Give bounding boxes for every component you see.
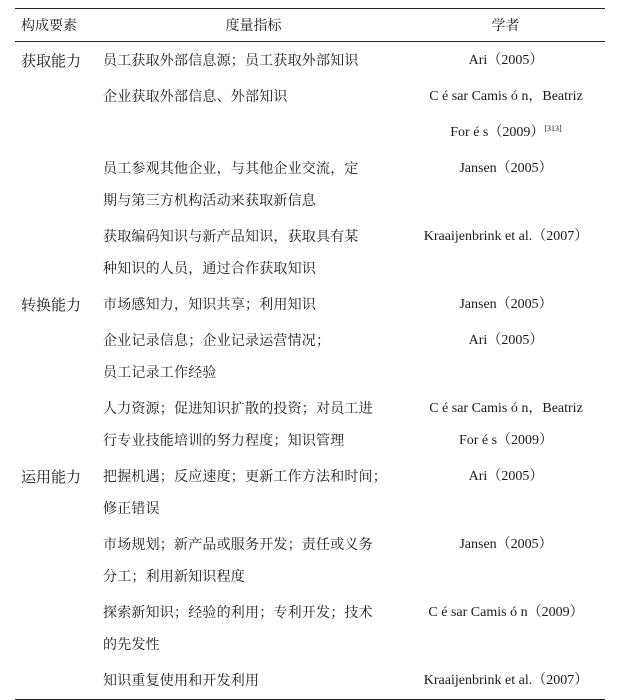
citation-ref: [313] (544, 124, 562, 133)
scholar-line (407, 221, 605, 253)
scholar-line (407, 425, 605, 457)
scholar-line (407, 289, 605, 321)
table-row (15, 597, 605, 661)
cell-indicator (95, 393, 407, 457)
cell-indicator (95, 665, 407, 697)
scholar-text: Ari（2005） (468, 469, 544, 484)
scholar-line (407, 529, 605, 561)
indicator-line: 获取编码知识与新产品知识，获取具有某 (103, 229, 359, 245)
indicator-line: 期与第三方机构活动来获取新信息 (103, 193, 316, 209)
cell-indicator (95, 597, 407, 661)
scholar-line (407, 153, 605, 185)
scholar-line (407, 665, 605, 697)
table-row (15, 393, 605, 457)
scholar-text: Jansen（2005） (459, 297, 553, 312)
indicator-line: 把握机遇；反应速度；更新工作方法和时间； (103, 469, 387, 485)
cell-indicator (95, 153, 407, 217)
cell-indicator (95, 81, 407, 113)
scholar-text: For é s（2009） (450, 125, 545, 140)
indicator-line: 的先发性 (103, 637, 160, 653)
scholar-text: C é sar Camis ó n，Beatriz (429, 401, 583, 416)
cell-scholar (407, 665, 605, 697)
indicator-line: 行专业技能培训的努力程度；知识管理 (103, 433, 345, 449)
scholar-line (407, 113, 605, 149)
scholar-text: Kraaijenbrink et al.（2007） (423, 229, 589, 244)
table-body (15, 42, 605, 699)
table-row (15, 665, 605, 697)
cell-scholar (407, 529, 605, 561)
table-row (15, 325, 605, 389)
cell-scholar (407, 45, 605, 77)
scholar-line (407, 461, 605, 493)
cell-component: 获取能力 (21, 52, 82, 70)
cell-scholar (407, 81, 605, 149)
table-row (15, 81, 605, 149)
indicator-line: 种知识的人员，通过合作获取知识 (103, 261, 316, 277)
cell-scholar (407, 289, 605, 321)
indicator-line: 员工获取外部信息源；员工获取外部知识 (103, 53, 359, 69)
cell-scholar (407, 461, 605, 493)
header-component: 构成要素 (21, 18, 77, 34)
table-row (15, 289, 605, 321)
table-row (15, 45, 605, 77)
cell-indicator (95, 529, 407, 593)
scholar-text: Kraaijenbrink et al.（2007） (423, 673, 589, 688)
cell-scholar (407, 393, 605, 457)
measurement-table (15, 8, 605, 700)
cell-scholar (407, 221, 605, 253)
table-header (15, 9, 605, 41)
indicator-line: 企业记录信息；企业记录运营情况； (103, 333, 331, 349)
cell-indicator (95, 289, 407, 321)
cell-indicator (95, 221, 407, 285)
scholar-line (407, 81, 605, 113)
table-row (15, 529, 605, 593)
cell-indicator (95, 45, 407, 77)
scholar-text: For é s（2009） (458, 433, 554, 448)
indicator-line: 市场规划；新产品或服务开发；责任或义务 (103, 537, 373, 553)
indicator-line: 知识重复使用和开发利用 (103, 673, 260, 689)
cell-scholar (407, 153, 605, 185)
scholar-line (407, 393, 605, 425)
scholar-text: Ari（2005） (468, 333, 544, 348)
indicator-line: 人力资源；促进知识扩散的投资；对员工进 (103, 401, 373, 417)
cell-component: 运用能力 (21, 468, 82, 486)
scholar-line (407, 45, 605, 77)
cell-indicator (95, 325, 407, 389)
header-scholar: 学者 (491, 18, 520, 34)
table-row (15, 153, 605, 217)
indicator-line: 修正错误 (103, 501, 160, 517)
scholar-text: C é sar Camis ó n（2009） (428, 605, 584, 620)
table-row (15, 461, 605, 525)
indicator-line: 员工参观其他企业，与其他企业交流，定 (103, 161, 359, 177)
cell-scholar (407, 325, 605, 357)
indicator-line: 探索新知识；经验的利用；专利开发；技术 (103, 605, 373, 621)
cell-component: 转换能力 (21, 296, 82, 314)
indicator-line: 市场感知力，知识共享；利用知识 (103, 297, 316, 313)
scholar-line (407, 597, 605, 629)
header-indicator: 度量指标 (225, 18, 282, 34)
table-row (15, 221, 605, 285)
indicator-line: 分工；利用新知识程度 (103, 569, 245, 585)
scholar-line (407, 325, 605, 357)
scholar-text: C é sar Camis ó n，Beatriz (429, 89, 583, 104)
scholar-text: Jansen（2005） (459, 161, 553, 176)
scholar-text: Jansen（2005） (459, 537, 553, 552)
scholar-text: Ari（2005） (468, 53, 544, 68)
cell-scholar (407, 597, 605, 629)
cell-indicator (95, 461, 407, 525)
indicator-line: 员工记录工作经验 (103, 365, 217, 381)
indicator-line: 企业获取外部信息、外部知识 (103, 89, 288, 105)
